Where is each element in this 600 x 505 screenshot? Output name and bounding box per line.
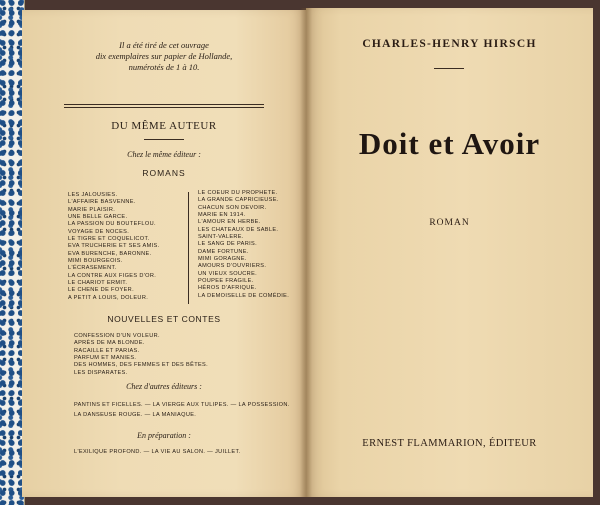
- list-item: APRÈS DE MA BLONDE.: [74, 340, 145, 347]
- other-works-line: PANTINS ET FICELLES. — LA VIERGE AUX TULIPES. — LA POSSESSION.: [74, 402, 290, 408]
- list-item: MARIE PLAISIR.: [68, 206, 116, 213]
- romans-heading: ROMANS: [142, 168, 186, 178]
- romans-list-left: [68, 192, 159, 302]
- list-item: MIMI GORAGNE.: [198, 256, 247, 263]
- list-item: LE CHARIOT ERMIT.: [68, 280, 128, 287]
- list-item: EVA TRUCHERIE ET SES AMIS.: [68, 243, 160, 250]
- list-item: L'AFFAIRE BASVENNE.: [68, 199, 136, 206]
- tirage-line: Il a été tiré de cet ouvrage: [119, 40, 209, 50]
- list-item: LES CHATEAUX DE SABLE.: [198, 226, 279, 233]
- list-item: LE TIGRE ET COQUELICOT.: [68, 236, 150, 243]
- nouvelles-list: [74, 333, 208, 377]
- publisher-note: Chez le même éditeur :: [127, 150, 201, 159]
- list-item: LA GRANDE CAPRICIEUSE.: [198, 197, 279, 204]
- list-item: LE SANG DE PARIS.: [198, 241, 258, 248]
- list-item: DAME FORTUNE.: [198, 248, 249, 255]
- author-name: CHARLES-HENRY HIRSCH: [362, 38, 537, 50]
- list-item: LE COEUR DU PROPHETE.: [198, 190, 278, 196]
- left-page: [22, 10, 306, 497]
- tirage-line: dix exemplaires sur papier de Hollande,: [95, 51, 233, 61]
- book-title: Doit et Avoir: [358, 126, 541, 161]
- list-item: LA PASSION DU BOUTEFLOU.: [68, 221, 156, 228]
- list-item: LES DISPARATES.: [74, 369, 128, 376]
- list-item: HÉROS D'AFRIQUE.: [198, 285, 257, 292]
- list-item: CONFESSION D'UN VOLEUR.: [74, 333, 160, 339]
- divider: [144, 139, 184, 140]
- list-item: CHACUN SON DEVOIR.: [198, 204, 267, 211]
- list-item: LA DEMOISELLE DE COMÉDIE.: [198, 292, 290, 299]
- list-item: UNE BELLE GARCE.: [68, 214, 128, 221]
- nouvelles-heading: NOUVELLES ET CONTES: [107, 314, 221, 324]
- list-item: RACAILLE ET PARIAS.: [74, 347, 140, 354]
- other-works-line: LA DANSEUSE ROUGE. — LA MANIAQUE.: [74, 412, 197, 418]
- preparation-line: L'EXILIQUE PROFOND. — LA VIE AU SALON. — JUILLET.: [74, 449, 241, 455]
- list-item: EVA BURENCHE, BARONNE.: [68, 250, 152, 257]
- right-page: [306, 8, 593, 497]
- book-gutter: [300, 8, 312, 497]
- list-item: SAINT-VALERE.: [198, 234, 244, 241]
- divider: [64, 104, 264, 105]
- list-item: LES JALOUSIES.: [68, 192, 118, 198]
- list-item: LE CHENE DE FOYER.: [68, 287, 134, 294]
- list-item: L'AMOUR EN HERBE.: [198, 219, 261, 226]
- list-item: DES HOMMES, DES FEMMES ET DES BÊTES.: [74, 362, 209, 369]
- list-item: A PETIT A LOUIS, DOLEUR.: [68, 294, 149, 301]
- preparation-heading: En préparation :: [137, 431, 191, 440]
- list-item: PARFUM ET MANIES.: [74, 355, 137, 362]
- section-title: DU MÊME AUTEUR: [111, 120, 217, 132]
- romans-list-right: [198, 190, 289, 300]
- list-item: VOYAGE DE NOCES.: [68, 228, 130, 235]
- list-item: LA CONTRE AUX FIGES D'OR.: [68, 272, 157, 279]
- divider: [434, 68, 464, 69]
- list-item: MARIE EN 1914.: [198, 212, 246, 219]
- divider: [64, 107, 264, 108]
- list-item: UN VIEUX SOUCRE.: [198, 270, 258, 277]
- limited-edition-note: [22, 40, 306, 73]
- genre-label: ROMAN: [429, 218, 470, 228]
- other-publishers-note: Chez d'autres éditeurs :: [126, 382, 202, 391]
- publisher-name: ERNEST FLAMMARION, ÉDITEUR: [362, 438, 537, 449]
- column-divider: [188, 192, 189, 304]
- list-item: POUPEE FRAGILE.: [198, 278, 254, 285]
- list-item: MIMI BOURGEOIS.: [68, 258, 123, 265]
- list-item: AMOURS D'OUVRIERS.: [198, 263, 267, 270]
- list-item: L'ÉCRASEMENT.: [68, 265, 117, 272]
- tirage-line: numérotés de 1 à 10.: [128, 62, 200, 72]
